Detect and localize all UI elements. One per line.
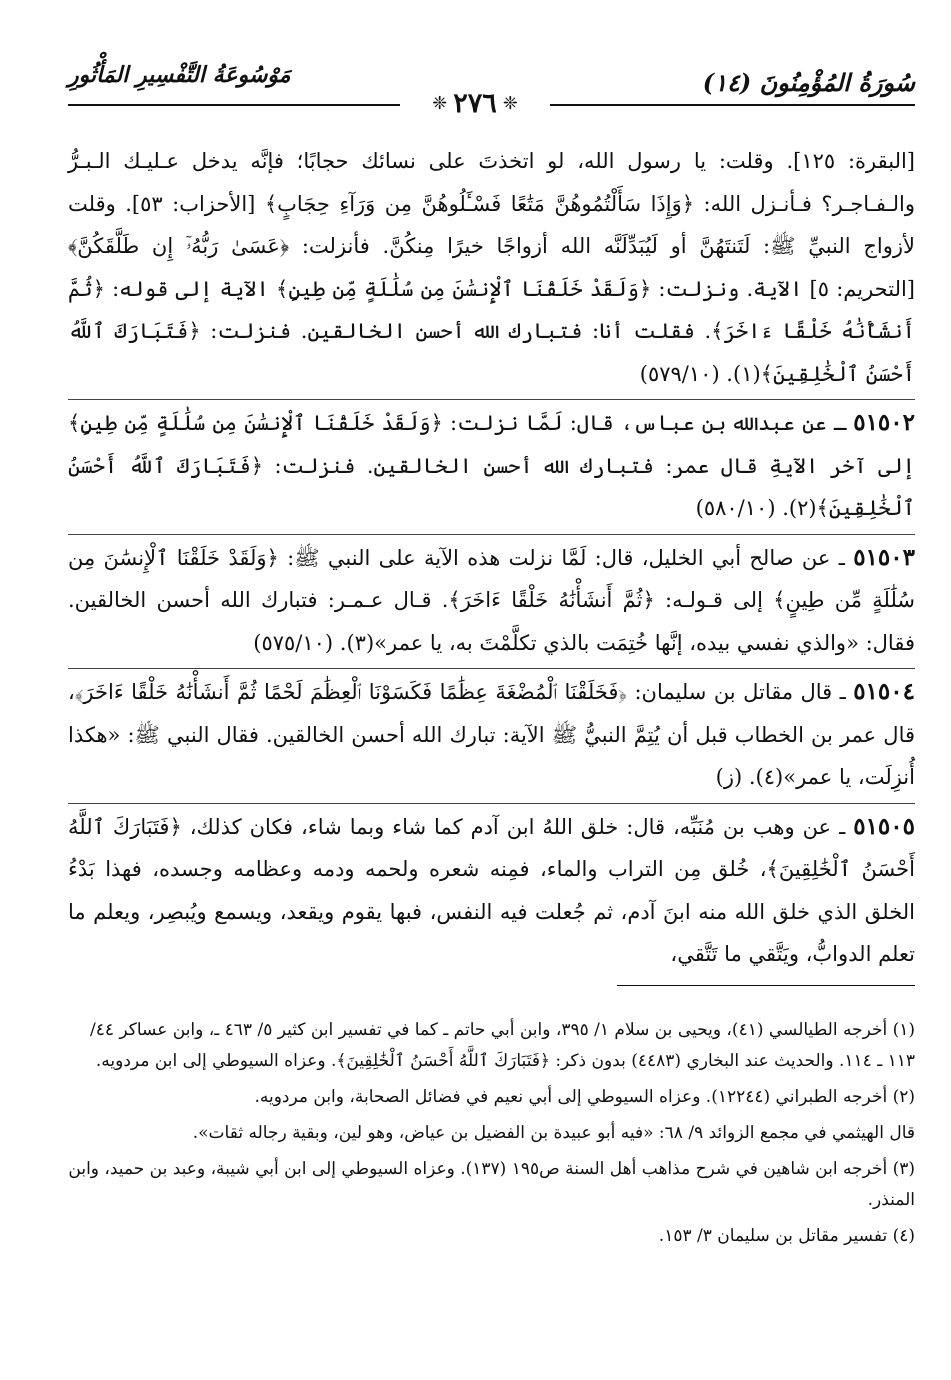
paragraph-text: ـ عن عبدالله بن عباس، قال: لَمَّا نزلت: ﴿وَلَقَدْ خَلَقْنَا ٱلْإِنسَٰنَ مِن سُلَٰلَةٍ مِّن طِينٍ﴾ إلى آخر الآيةِ قال عمر: فتبارك الله أحسن الخالقين. فنزلت: ﴿فَتَبَارَكَ ٱللَّهُ أَحْسَنُ ٱلْخَٰلِقِينَ﴾(٢). (٥٨٠/١٠) [68, 411, 915, 520]
paragraph-text: ـ عن صالح أبي الخليل، قال: لَمَّا نزلت هذه الآية على النبي ﷺ: ﴿وَلَقَدْ خَلَقْنَا ٱلْإِنسَٰنَ مِن سُلَٰلَةٍ مِّن طِينٍ﴾ إلى قـولـه: ﴿ثُمَّ أَنشَأْنَٰهُ خَلْقًا ءَاخَرَ﴾. قـال عـمـر: فتبارك الله أحسن الخالقين. فقال: «والذي نفسي بيده، إنَّها خُتِمَت بالذي تكلَّمْتَ به، يا عمر»(٣). (٥٧٥/١٠) [68, 545, 915, 655]
paragraph-text: ـ قال مقاتل بن سليمان: ﴿فَخَلَقْنَا ٱلْمُضْغَةَ عِظَٰمًا فَكَسَوْنَا ٱلْعِظَٰمَ لَحْمًا ثُمَّ أَنشَأْنَٰهُ خَلْقًا ءَاخَرَ﴾، قال عمر بن الخطاب قبل أن يُتِمَّ النبيُّ ﷺ الآية: تبارك الله أحسن الخالقين. فقال النبي ﷺ: «هكذا أُنزِلَت، يا عمر»(٤). (ز) [68, 680, 915, 789]
hadith-number: ٥١٥٠٣ [853, 543, 915, 571]
footnote: (٤) تفسير مقاتل بن سليمان ٣/ ١٥٣. [658, 1226, 915, 1246]
paragraph-text: [البقرة: ١٢٥]. وقلت: يا رسول الله، لو اتخذتَ على نسائك حجابًا؛ فإنَّه يدخل عـليـك الـبـرُّ والـفـاجـر؟ فـأنـزل الله: ﴿وَإِذَا سَأَلْتُمُوهُنَّ مَتَٰعًا فَسْـَٔلُوهُنَّ مِن وَرَآءِ حِجَابٍ﴾ [الأحزاب: ٥٣]. وقلت لأزواج النبيِّ ﷺ: لَتَنتَهُنَّ أو لَيُبَدِّلَنَّه الله أزواجًا خيرًا مِنكُنَّ. فأنزلت: ﴿عَسَىٰ رَبُّهُۥٓ إِن طَلَّقَكُنَّ﴾ [التحريم: ٥] الآية. ونزلت: ﴿وَلَقَدْ خَلَقْنَا ٱلْإِنسَٰنَ مِن سُلَٰلَةٍ مِّن طِينٍ﴾ الآية إلى قوله: ﴿ثُمَّ أَنشَأْنَٰهُ خَلْقًا ءَاخَرَ﴾. فقلت أنا: فتبارك الله أحسن الخالقين. فنزلت: ﴿فَتَبَارَكَ ٱللَّهُ أَحْسَنُ ٱلْخَٰلِقِينَ﴾(١). (٥٧٩/١٠) [68, 149, 915, 386]
footnote: (٣) أخرجه ابن شاهين في شرح مذاهب أهل السنة ص١٩٥ (١٣٧). وعزاه السيوطي إلى ابن أبي شيبة، وعبد بن حميد، وابن المنذر. [68, 1159, 915, 1210]
paragraph [68, 140, 915, 399]
page-number-box [400, 86, 550, 120]
footnote: (٢) أخرجه الطبراني (١٢٢٤٤). وعزاه السيوطي إلى أبي نعيم في فضائل الصحابة، وابن مردويه. [254, 1087, 915, 1107]
ornament-icon: ❈ [432, 92, 448, 114]
surah-title: سُورَةُ المُؤْمِنُونَ (١٤) [702, 68, 915, 97]
hadith-number: ٥١٥٠٤ [853, 678, 915, 705]
footnote: قال الهيثمي في مجمع الزوائد ٩/ ٦٨: «فيه أبو عبيدة بن الفضيل بن عياض، وهو لين، وبقية رجاله ثقات». [192, 1123, 915, 1143]
paragraph-text: ـ عن وهب بن مُنَبِّه، قال: خلق اللهُ ابن آدم كما شاء وبما شاء، فكان كذلك، ﴿فَتَبَارَكَ ٱللَّهُ أَحْسَنُ ٱلْخَٰلِقِينَ﴾، خُلق مِن التراب والماء، فمِنه شعره ولحمه ودمه وعظامه وجسده، فهذا بَدْءُ الخلق الذي خلق الله منه ابنَ آدم، ثم جُعلت فيه النفس، فبها يقوم ويقعد، ويسمع ويُبصِر، ويعلم ما تعلم الدوابُّ، ويَتَّقي ما تَتَّقي، [68, 814, 915, 966]
book-title: مَوْسُوعَةُ التَّفْسِيرِ المَأْثُورِ [68, 62, 291, 88]
footnote: (١) أخرجه الطيالسي (٤١)، ويحيى بن سلام ١/ ٣٩٥، وابن أبي حاتم ـ كما في تفسير ابن كثير ٥/ ٤٦٣ ـ، وابن عساكر ٤٤/ ١١٣ ـ ١١٤. والحديث عند البخاري (٤٤٨٣) بدون ذكر: ﴿فَتَبَارَكَ ٱللَّهُ أَحْسَنُ ٱلْخَٰلِقِينَ﴾. وعزاه السيوطي إلى ابن مردويه. [89, 1020, 915, 1071]
paragraph [68, 534, 915, 669]
hadith-number: ٥١٥٠٥ [853, 812, 915, 840]
hadith-number: ٥١٥٠٢ [853, 409, 915, 436]
paragraph [68, 803, 915, 980]
footnotes [68, 1015, 915, 1257]
ornament-icon: ❈ [502, 92, 518, 114]
paragraph [68, 668, 915, 803]
paragraph [68, 399, 915, 534]
page-number: ٢٧٦ [453, 87, 497, 119]
footnote-separator [617, 985, 915, 986]
main-text [68, 140, 915, 980]
